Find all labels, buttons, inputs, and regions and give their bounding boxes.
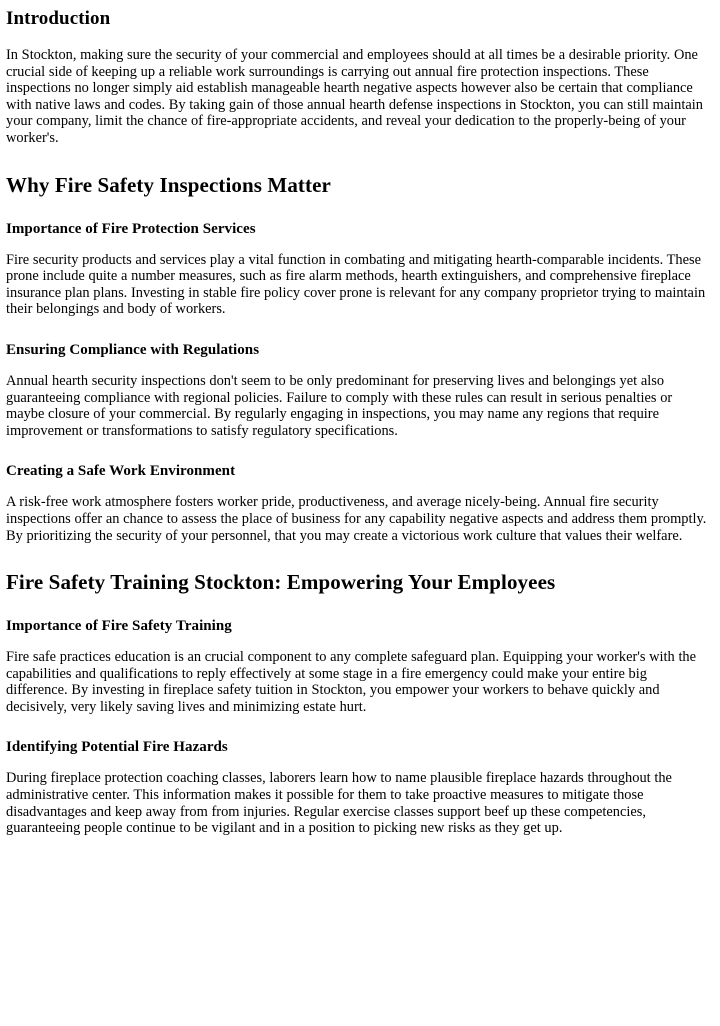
heading-creating-a-safe-work-environment: Creating a Safe Work Environment	[6, 463, 236, 480]
heading-identifying-potential-fire-hazards: Identifying Potential Fire Hazards	[6, 739, 228, 756]
section-fire-safety-training-stockton	[6, 570, 712, 837]
heading-why-fire-safety-inspections-matter: Why Fire Safety Inspections Matter	[6, 172, 331, 197]
heading-importance-of-fire-safety-training: Importance of Fire Safety Training	[6, 618, 232, 635]
document-page	[0, 8, 720, 1026]
paragraph-importance-of-fire-safety-training-1: Fire safe practices education is an crucial component to any complete safeguard plan. Equipping your worker's with the capabilities and qualifications to reply effectively at some stage in a fire emergency could make your entire big difference. By investing in fireplace safety tuition in Stockton, you empower your workers to behave quickly and decisively, very likely saving lives and minimizing estate hurt.	[6, 649, 697, 715]
paragraph-creating-a-safe-work-environment-1: A risk-free work atmosphere fosters worker pride, productiveness, and average nicely-being. Annual fire security inspections offer an chance to assess the place of business for any capability negative aspects and address them promptly. By prioritizing the security of your personnel, that you may create a victorious work culture that values their welfare.	[6, 494, 707, 544]
heading-ensuring-compliance-with-regulations: Ensuring Compliance with Regulations	[6, 341, 260, 358]
paragraph-identifying-potential-fire-hazards-1: During fireplace protection coaching classes, laborers learn how to name plausible fireplace hazards throughout the administrative center. This information makes it possible for them to take proactive measures to mitigate those disadvantages and keep away from from injuries. Regular exercise classes support beef up these competencies, guaranteeing people continue to be vigilant and in a position to picking new risks as they get up.	[6, 770, 672, 837]
paragraph-introduction-1: In Stockton, making sure the security of your commercial and employees should at all times be a desirable priority. One crucial side of keeping up a reliable work surroundings is carrying out annual fire protection inspections. These inspections no longer simply aid establish manageable hearth negative aspects however also be certain that compliance with native laws and codes. By taking gain of those annual hearth defense inspections in Stockton, you can still maintain your company, limit the chance of fire-appropriate accidents, and reveal your dedication to the properly-being of your worker's.	[6, 47, 703, 146]
paragraph-importance-of-fire-protection-services-1: Fire security products and services play a vital function in combating and mitigating hearth-comparable incidents. These prone include quite a number measures, such as fire alarm methods, hearth extinguishers, and comprehensive fireplace insurance plan plans. Investing in stable fire policy cover prone is relevant for any company proprietor trying to maintain their belongings and body of workers.	[6, 251, 706, 318]
paragraph-ensuring-compliance-with-regulations-1: Annual hearth security inspections don't seem to be only predominant for preserving lives and belongings yet also guaranteeing compliance with regional policies. Failure to comply with these rules can result in serious penalties or maybe closure of your commercial. By regularly engaging in inspections, you may name any regions that require improvement or transformations to satisfy regulatory specifications.	[6, 372, 673, 439]
heading-fire-safety-training-stockton: Fire Safety Training Stockton: Empowering Your Employees	[6, 570, 556, 595]
heading-importance-of-fire-protection-services: Importance of Fire Protection Services	[6, 220, 256, 237]
section-introduction	[6, 8, 712, 147]
section-why-fire-safety-inspections-matter	[6, 173, 712, 545]
heading-introduction: Introduction	[6, 8, 111, 29]
